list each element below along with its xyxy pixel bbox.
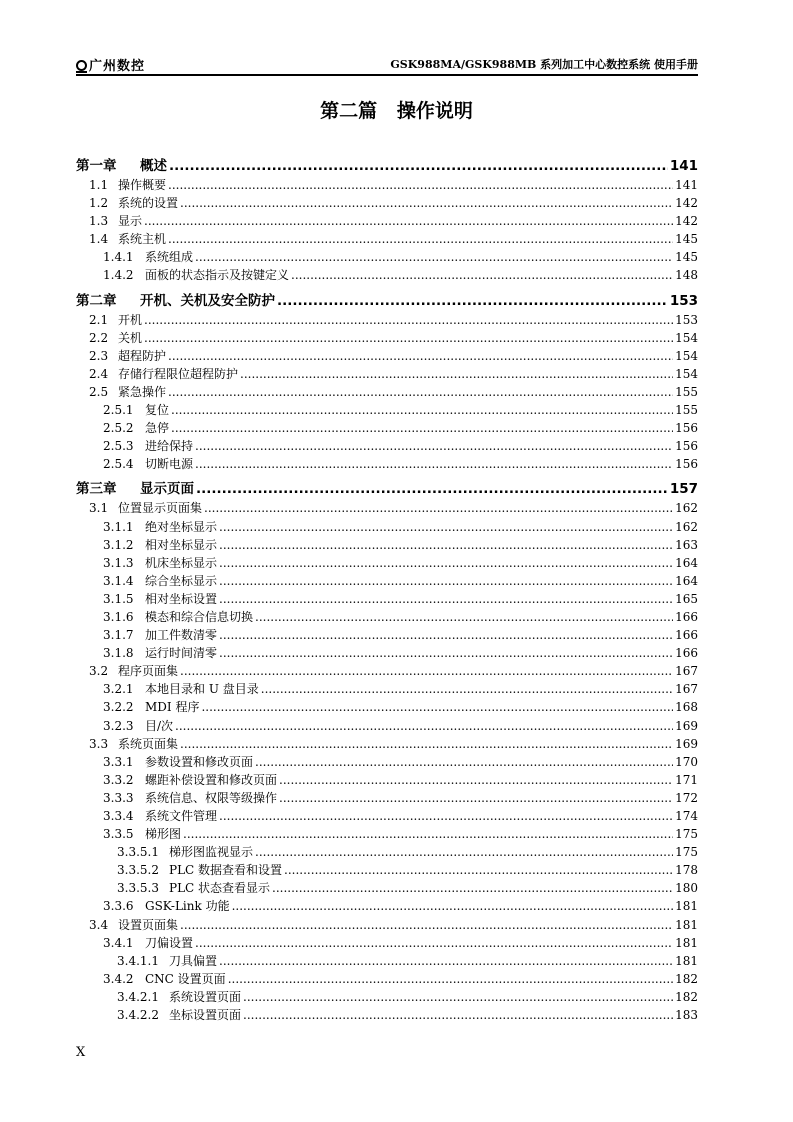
toc-number: 1.1 [89, 178, 109, 192]
toc-entry-row[interactable] [76, 644, 698, 662]
toc-title: 关机 [118, 330, 143, 345]
toc-entry-row[interactable] [76, 230, 698, 248]
toc-number: 3.1.7 [103, 628, 134, 643]
toc-entry-row[interactable] [76, 879, 698, 897]
toc-page-number: 182 [675, 989, 698, 1004]
toc-entry-row[interactable] [76, 518, 698, 536]
toc-page-number: 181 [675, 953, 698, 968]
toc-number: 2.5 [89, 384, 109, 399]
toc-page-number: 157 [669, 481, 698, 498]
toc-page-number: 167 [675, 682, 698, 697]
toc-title: 加工件数清零 [145, 628, 218, 643]
brand-name: 广州数控 [89, 59, 146, 74]
dot-leader [219, 520, 673, 534]
toc-title: 坐标设置页面 [169, 1008, 242, 1023]
toc-entry-row[interactable] [76, 861, 698, 879]
toc-number: 3.4.1 [103, 935, 134, 950]
toc-page-number: 174 [675, 809, 698, 823]
toc-title: 系统文件管理 [145, 809, 218, 823]
toc-entry-row[interactable] [76, 347, 698, 365]
toc-entry-row[interactable] [76, 626, 698, 644]
toc-title: 开机 [118, 312, 143, 327]
dot-leader [196, 481, 668, 497]
toc-entry-row[interactable] [76, 176, 698, 194]
toc-page-number: 153 [675, 312, 698, 327]
toc-page-number: 141 [669, 158, 698, 174]
toc-entry-row[interactable] [76, 1006, 698, 1024]
dot-leader [279, 791, 673, 805]
toc-number: 3.2 [89, 664, 109, 679]
toc-page-number: 141 [675, 178, 698, 192]
dot-leader [219, 628, 673, 642]
toc-number: 3.3.5.2 [117, 863, 159, 878]
toc-title: 相对坐标显示 [145, 537, 218, 552]
toc-number: 3.2.3 [103, 718, 134, 733]
toc-title: 刀具偏置 [169, 953, 218, 968]
toc-number: 3.1.4 [103, 573, 134, 588]
toc-number: 3.1 [89, 501, 109, 516]
toc-number: 2.2 [89, 330, 109, 345]
dot-leader [171, 421, 673, 435]
toc-entry-row[interactable] [76, 194, 698, 212]
toc-number: 第一章 [76, 158, 117, 174]
dot-leader [168, 349, 673, 363]
toc-number: 3.3.6 [103, 899, 134, 914]
toc-entry-row[interactable] [76, 916, 698, 934]
toc-page-number: 167 [675, 664, 698, 679]
toc-chapter-row[interactable] [76, 289, 698, 309]
toc-number: 3.1.2 [103, 537, 134, 552]
toc-number: 3.3.5.3 [117, 881, 159, 896]
toc-number: 3.1.3 [103, 555, 134, 570]
toc-page-number: 162 [675, 501, 698, 516]
toc-entry-row[interactable] [76, 789, 698, 807]
dot-leader [228, 972, 673, 986]
toc-title: PLC 数据查看和设置 [169, 863, 283, 878]
toc-page-number: 145 [675, 232, 698, 247]
toc-number: 3.1.6 [103, 609, 134, 624]
toc-title: 系统的设置 [118, 196, 179, 211]
toc-number: 2.5.4 [103, 457, 134, 472]
toc-entry-row[interactable] [76, 952, 698, 970]
toc-title: 设置页面集 [118, 917, 179, 932]
dot-leader [168, 178, 673, 192]
toc-entry-row[interactable] [76, 572, 698, 590]
toc-number: 2.4 [89, 366, 109, 381]
dot-leader [168, 385, 673, 399]
toc-page-number: 154 [675, 348, 698, 363]
dot-leader [279, 773, 673, 787]
dot-leader [144, 313, 673, 327]
dot-leader [219, 809, 673, 823]
toc-entry-row[interactable] [76, 499, 698, 517]
toc-number: 2.5.2 [103, 421, 134, 436]
toc-page-number: 154 [675, 330, 698, 345]
toc-entry-row[interactable] [76, 988, 698, 1006]
toc-title: 模态和综合信息切换 [145, 609, 254, 624]
toc-entry-row[interactable] [76, 266, 698, 284]
toc-number: 3.3.3 [103, 790, 134, 805]
dot-leader [195, 439, 673, 453]
dot-leader [204, 501, 673, 515]
toc-number: 3.1.1 [103, 519, 134, 534]
dot-leader [171, 403, 673, 417]
toc-entry-row[interactable] [76, 455, 698, 473]
toc-entry-row[interactable] [76, 248, 698, 266]
toc-entry-row[interactable] [76, 897, 698, 915]
toc-title: 梯形图监视显示 [169, 845, 254, 860]
dot-leader [284, 863, 673, 877]
dot-leader [240, 367, 673, 381]
toc-number: 1.2 [89, 196, 109, 211]
toc-title: 存储行程限位超程防护 [118, 366, 239, 381]
toc-title: 超程防护 [118, 348, 167, 363]
toc-title: 梯形图 [145, 827, 182, 842]
toc-page-number: 181 [675, 917, 698, 932]
dot-leader [201, 700, 673, 714]
toc-number: 2.5.1 [103, 403, 134, 418]
page-header [76, 53, 698, 73]
toc-title: 螺距补偿设置和修改页面 [145, 772, 278, 787]
gsk-logo-icon [76, 60, 87, 71]
toc-entry-row[interactable] [76, 419, 698, 437]
toc-title: 进给保持 [145, 439, 194, 454]
toc-title: 相对坐标设置 [145, 591, 218, 606]
dot-leader [180, 664, 673, 678]
toc-entry-row[interactable] [76, 680, 698, 698]
toc-page-number: 168 [675, 700, 698, 715]
toc-entry-row[interactable] [76, 608, 698, 626]
toc-entry-row[interactable] [76, 843, 698, 861]
toc-entry-row[interactable] [76, 329, 698, 347]
dot-leader [180, 918, 673, 932]
toc-page-number: 169 [675, 718, 698, 733]
toc-entry-row[interactable] [76, 735, 698, 753]
dot-leader [219, 574, 673, 588]
dot-leader [219, 538, 673, 552]
dot-leader [195, 457, 673, 471]
toc-number: 第二章 [76, 292, 117, 309]
toc-page-number: 148 [675, 268, 698, 283]
toc-page-number: 142 [675, 196, 698, 211]
toc-page-number: 145 [675, 250, 698, 265]
toc-title: 急停 [145, 421, 170, 436]
toc-page-number: 175 [675, 845, 698, 860]
dot-leader [219, 954, 673, 968]
dot-leader [180, 737, 673, 751]
toc-entry-row[interactable] [76, 365, 698, 383]
toc-page-number: 170 [675, 754, 698, 769]
toc-page-number: 166 [675, 628, 698, 643]
toc-title: 系统设置页面 [169, 989, 242, 1004]
toc-number: 3.4.2 [103, 971, 134, 986]
dot-leader [255, 845, 673, 859]
dot-leader [255, 610, 673, 624]
toc-page-number: 182 [675, 971, 698, 986]
toc-entry-row[interactable] [76, 662, 698, 680]
toc-number: 1.4 [89, 232, 109, 247]
toc-page-number: 165 [675, 591, 698, 606]
toc-entry-row[interactable] [76, 970, 698, 988]
toc-entry-row[interactable] [76, 698, 698, 716]
toc-title: 本地目录和 U 盘目录 [145, 682, 259, 697]
toc-page-number: 156 [675, 439, 698, 454]
toc-title: 绝对坐标显示 [145, 519, 218, 534]
toc-entry-row[interactable] [76, 536, 698, 554]
toc-page-number: 180 [675, 881, 698, 896]
toc-title: CNC 设置页面 [145, 971, 226, 986]
toc-number: 3.2.1 [103, 682, 134, 697]
toc-entry-row[interactable] [76, 771, 698, 789]
toc-entry-row[interactable] [76, 934, 698, 952]
page-title: 第二篇 操作说明 [320, 100, 473, 122]
toc-number: 3.1.5 [103, 591, 134, 606]
toc-title: 操作概要 [118, 178, 167, 192]
toc-page-number: 153 [669, 292, 698, 309]
toc-page-number: 155 [675, 384, 698, 399]
dot-leader [272, 881, 673, 895]
toc-page-number: 171 [675, 772, 698, 787]
dot-leader [255, 755, 673, 769]
toc-number: 3.4.2.1 [117, 989, 159, 1004]
toc-number: 1.3 [89, 214, 109, 229]
toc-page-number: 169 [675, 736, 698, 751]
toc-number: 1.4.1 [103, 250, 134, 265]
brand-logo [76, 55, 145, 74]
toc-entry-row[interactable] [76, 717, 698, 735]
toc-page-number: 181 [675, 935, 698, 950]
toc-number: 3.3.5.1 [117, 845, 159, 860]
toc-page-number: 156 [675, 457, 698, 472]
toc-entry-row[interactable] [76, 383, 698, 401]
toc-page-number: 163 [675, 537, 698, 552]
toc-entry-row[interactable] [76, 753, 698, 771]
toc-title: 开机、关机及安全防护 [140, 292, 275, 309]
toc-page-number: 172 [675, 790, 698, 805]
toc-page-number: 162 [675, 519, 698, 534]
dot-leader [180, 196, 673, 210]
toc-page-number: 178 [675, 863, 698, 878]
header-divider [76, 74, 698, 76]
toc-page-number: 156 [675, 421, 698, 436]
toc-number: 3.3.4 [103, 809, 134, 823]
toc-title: 运行时间清零 [145, 646, 218, 661]
dot-leader [195, 936, 673, 950]
toc-number: 3.1.8 [103, 646, 134, 661]
toc-entry-row[interactable] [76, 311, 698, 329]
dot-leader [144, 331, 673, 345]
toc-entry-row[interactable] [76, 437, 698, 455]
toc-title: PLC 状态查看显示 [169, 881, 271, 896]
toc-number: 3.4 [89, 917, 109, 932]
toc-number: 3.4.2.2 [117, 1008, 159, 1023]
toc-page-number: 142 [675, 214, 698, 229]
toc-entry-row[interactable] [76, 807, 698, 825]
toc-chapter-row[interactable] [76, 477, 698, 497]
toc-entry-row[interactable] [76, 590, 698, 608]
toc-page-number: 183 [675, 1008, 698, 1023]
toc-title: 紧急操作 [118, 384, 167, 399]
toc-page-number: 154 [675, 366, 698, 381]
toc-entry-row[interactable] [76, 554, 698, 572]
toc-number: 1.4.2 [103, 268, 134, 283]
toc-page-number: 166 [675, 609, 698, 624]
toc-page-number: 155 [675, 403, 698, 418]
toc-title: 概述 [140, 158, 167, 174]
toc-title: 程序页面集 [118, 664, 179, 679]
toc-title: 系统页面集 [118, 736, 179, 751]
toc-title: MDI 程序 [145, 700, 200, 715]
toc-title: 切断电源 [145, 457, 194, 472]
toc-number: 3.3.2 [103, 772, 134, 787]
toc-number: 3.4.1.1 [117, 953, 159, 968]
toc-page-number: 181 [675, 899, 698, 914]
toc-title: 刀偏设置 [145, 935, 194, 950]
toc-number: 2.5.3 [103, 439, 134, 454]
dot-leader [168, 232, 673, 246]
toc-title: 目/次 [145, 718, 174, 733]
dot-leader [261, 682, 673, 696]
dot-leader [219, 556, 673, 570]
toc-title: 系统信息、权限等级操作 [145, 790, 278, 805]
toc-number: 3.3 [89, 736, 109, 751]
toc-number: 第三章 [76, 481, 117, 498]
dot-leader [175, 719, 673, 733]
toc-title: 显示 [118, 214, 143, 229]
dot-leader [243, 1008, 673, 1022]
toc-page-number: 166 [675, 646, 698, 661]
toc-chapter-row[interactable] [76, 154, 698, 174]
table-of-contents [76, 150, 698, 1024]
toc-entry-row[interactable] [76, 825, 698, 843]
toc-title: 机床坐标显示 [145, 555, 218, 570]
toc-title: 面板的状态指示及按键定义 [145, 268, 290, 283]
toc-title: 复位 [145, 403, 170, 418]
dot-leader [243, 990, 673, 1004]
toc-entry-row[interactable] [76, 401, 698, 419]
toc-title: 显示页面 [140, 481, 194, 498]
toc-title: GSK-Link 功能 [145, 899, 230, 914]
toc-page-number: 164 [675, 555, 698, 570]
dot-leader [277, 293, 668, 309]
manual-title: GSK988MA/GSK988MB 系列加工中心数控系统 使用手册 [390, 58, 698, 71]
toc-title: 参数设置和修改页面 [145, 754, 254, 769]
toc-title: 综合坐标显示 [145, 573, 218, 588]
toc-page-number: 164 [675, 573, 698, 588]
toc-number: 3.2.2 [103, 700, 134, 715]
toc-number: 3.3.5 [103, 827, 134, 842]
dot-leader [219, 646, 673, 660]
dot-leader [232, 899, 674, 913]
dot-leader [183, 827, 673, 841]
toc-title: 系统组成 [145, 250, 194, 265]
toc-page-number: 175 [675, 827, 698, 842]
page-number: X [76, 1045, 86, 1060]
toc-title: 位置显示页面集 [118, 501, 203, 516]
dot-leader [169, 158, 668, 174]
toc-entry-row[interactable] [76, 212, 698, 230]
toc-number: 3.3.1 [103, 754, 134, 769]
toc-number: 2.1 [89, 312, 109, 327]
dot-leader [219, 592, 673, 606]
toc-number: 2.3 [89, 348, 109, 363]
toc-title: 系统主机 [118, 232, 167, 247]
dot-leader [144, 214, 673, 228]
dot-leader [195, 250, 673, 264]
dot-leader [291, 268, 673, 282]
